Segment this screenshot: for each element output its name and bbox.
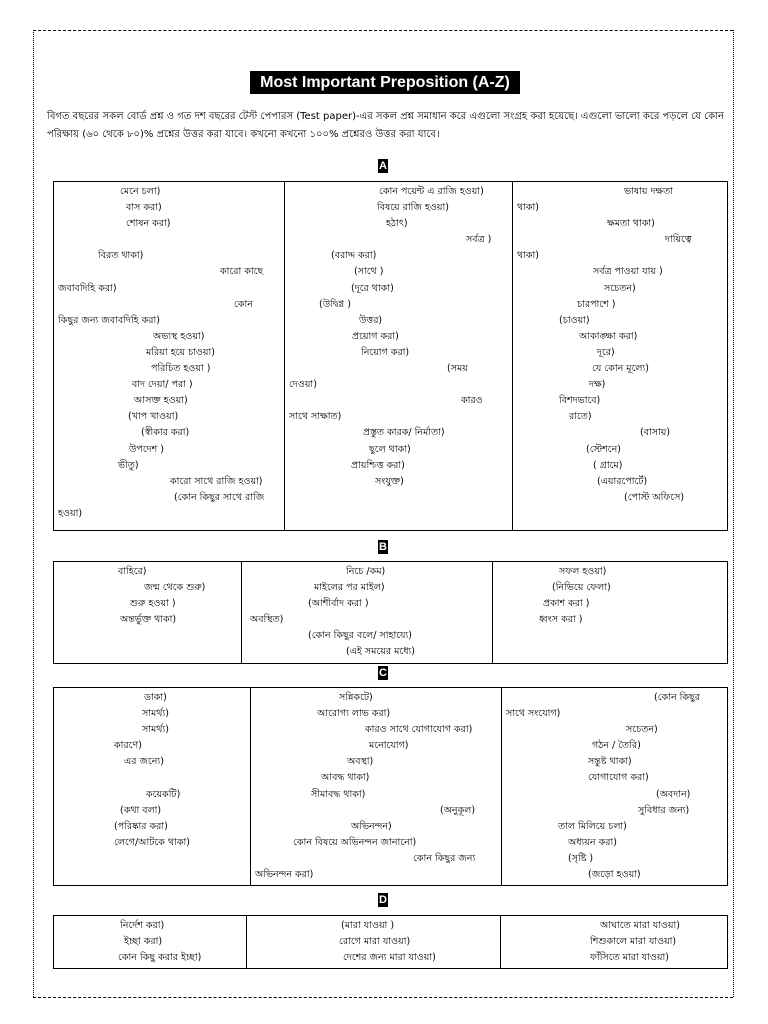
section-c-heading: C <box>379 667 387 679</box>
entry: (স্বীকার করা) <box>141 427 190 439</box>
section-b-col-1 <box>54 562 242 664</box>
entry: রাতে) <box>569 411 592 423</box>
entry: সাথে সাক্ষাত) <box>289 411 342 423</box>
entry: প্রকাশ করা ) <box>543 598 590 610</box>
entry: এর জন্যে) <box>124 756 164 768</box>
entry: হঠাৎ) <box>386 218 408 230</box>
entry: সংযুক্ত) <box>375 475 404 487</box>
entry: বিষয়ে রাজি হওয়া) <box>377 202 449 214</box>
entry: অধ্যয়ন করা) <box>568 836 617 848</box>
entry: আকাঙ্ক্ষা করা) <box>579 330 638 342</box>
entry: মরিয়া হয়ে চাওয়া) <box>146 346 215 358</box>
section-d-col-2 <box>247 916 501 969</box>
entry: সন্নিকটে) <box>339 692 373 703</box>
entry: কারো সাথে রাজি হওয়া) <box>170 475 263 487</box>
entry: (স্টেশনে) <box>586 443 621 455</box>
section-c-col-1 <box>54 688 251 886</box>
entry: (মারা যাওয়া ) <box>341 920 395 931</box>
entry: (বাসায়) <box>640 427 671 439</box>
section-b-table <box>53 561 728 664</box>
section-b-heading: B <box>379 541 387 553</box>
entry: ক্ষমতা থাকা) <box>607 218 655 230</box>
entry: কারও <box>461 395 483 407</box>
entry: হওয়া) <box>58 507 83 519</box>
intro-paragraph: বিগত বছরের সকল বোর্ড প্রশ্ন ও গত দশ বছরের টেস্ট পেপারস (Test paper)-এর সকল প্রশ্ন সমাধান করে এগুলো সংগ্রহ করা হয়েছে। এগুলো ভালো করে পড়লে যে কোন পরিক্ষায় (৬০ থেকে ৮০)% প্রশ্নের উত্তর করা যাবে। কখনো কখনো ১০০% প্রশ্নেরও উত্তর করা যাবে। <box>47 111 725 140</box>
entry: শুরু হওয়া ) <box>130 598 176 610</box>
section-a-col-1 <box>54 182 285 531</box>
entry: (আশীর্বাদ করা ) <box>308 598 369 610</box>
entry: কারণে) <box>114 740 142 752</box>
entry: মেনে চলা) <box>120 186 161 197</box>
entry: সর্বত্র পাওয়া যায় ) <box>593 266 663 278</box>
entry: (নিভিয়ে ফেলা) <box>552 582 611 594</box>
entry: লেগে/আটকে থাকা) <box>114 836 190 848</box>
entry: বাদ দেয়া/ পরা ) <box>132 379 193 391</box>
entry: বিশদভাবে) <box>559 395 601 407</box>
entry: অভিনন্দন করা) <box>255 869 314 881</box>
entry: সাথে সংযোগ) <box>506 708 561 720</box>
entry: জবাবদিহি করা) <box>58 282 117 294</box>
entry: থাকা) <box>517 202 540 214</box>
section-c-table <box>53 687 728 886</box>
entry: ইচ্ছা করা) <box>124 936 163 948</box>
entry: দেওয়া) <box>289 379 317 391</box>
entry: (কোন কিছুর সাথে রাজি <box>174 491 265 503</box>
entry: (কথা বলা) <box>120 804 162 816</box>
entry: সচেতন) <box>626 724 658 736</box>
page-border-left <box>33 30 34 997</box>
entry: (কোন কিছুর বলে/ সাহায্যে) <box>308 630 412 642</box>
entry: জন্ম থেকে শুরু) <box>144 582 206 594</box>
entry: যে কোন মূল্যে) <box>592 363 649 375</box>
section-d-table <box>53 915 728 969</box>
entry: কোন <box>234 298 253 310</box>
entry: সুবিধার জন্য) <box>638 804 690 816</box>
entry: অবস্থা) <box>347 756 374 768</box>
section-a-col-2 <box>285 182 513 531</box>
section-a-heading: A <box>379 160 387 172</box>
entry: (খাপ খাওয়া) <box>128 411 179 423</box>
entry: উপদেশ ) <box>129 443 165 455</box>
section-a-col-3 <box>513 182 728 531</box>
entry: অবস্থিত) <box>250 614 284 626</box>
entry: ডাকা) <box>144 692 167 703</box>
entry: কারও সাথে যোগাযোগ করা) <box>365 724 473 736</box>
entry: (চাওয়া) <box>559 314 590 326</box>
entry: (জড়ো হওয়া) <box>588 869 641 881</box>
entry: আরোগ্য লাভ করা) <box>317 708 391 720</box>
entry: দায়িত্বে <box>665 234 692 246</box>
entry: নিয়োগ করা) <box>361 346 410 358</box>
entry: চারপাশে ) <box>577 298 616 310</box>
entry: (অনুকূল) <box>440 804 476 816</box>
entry: কোন পয়েন্ট এ রাজি হওয়া) <box>379 186 484 197</box>
entry: কয়েকটি) <box>146 788 181 800</box>
entry: পরিচিত হওয়া ) <box>151 363 211 375</box>
entry: সফল হওয়া) <box>559 566 607 577</box>
entry: সর্বত্র ) <box>466 234 492 246</box>
entry: সীমাবদ্ধ থাকা) <box>311 788 366 800</box>
entry: সামর্থ্য) <box>142 724 169 736</box>
entry: (উদ্বিগ্ন ) <box>319 298 351 310</box>
entry: প্রয়োগ করা) <box>352 330 399 342</box>
entry: (অবদান) <box>656 788 691 800</box>
entry: প্রস্তুত কারক/ নির্মাতা) <box>363 427 445 439</box>
entry: (সময় <box>447 363 468 375</box>
page-border-bottom <box>33 997 733 998</box>
entry: নিচে /কম) <box>346 566 386 577</box>
entry: (দূরে থাকা) <box>351 282 394 294</box>
section-d-col-1 <box>54 916 247 969</box>
entry: যোগাযোগ করা) <box>588 772 649 784</box>
entry: কারো কাছে <box>220 266 264 278</box>
entry: দূরে) <box>597 346 615 358</box>
entry: উত্তর) <box>359 314 383 326</box>
entry: প্রায়শ্চিত্ত করা) <box>351 459 405 471</box>
entry: কোন কিছুর জন্য <box>413 852 476 864</box>
entry: অভ্যস্থ হওয়া) <box>153 330 205 342</box>
entry: সামর্থ্য) <box>142 708 169 720</box>
entry: ( গ্রামে) <box>593 459 623 471</box>
entry: (এয়ারপোর্টে) <box>597 475 648 487</box>
entry: ফাঁসিতে মারা যাওয়া) <box>590 952 669 964</box>
entry: অভিনন্দন) <box>351 820 392 832</box>
entry: রোগে মারা যাওয়া) <box>339 936 411 948</box>
entry: অন্তর্ভুক্ত থাকা) <box>120 614 177 626</box>
entry: (সাথে ) <box>354 266 384 278</box>
entry: মাইলের পর মাইল) <box>314 582 385 594</box>
section-d-col-3 <box>501 916 728 969</box>
entry: তাল মিলিয়ে চলা) <box>558 820 627 832</box>
entry: ভীতু) <box>118 459 139 471</box>
entry: থাকা) <box>517 250 540 262</box>
entry: (বরাদ্দ করা) <box>331 250 377 262</box>
entry: বাস করা) <box>126 202 162 214</box>
entry: কোন বিষয়ে অভিনন্দন জানানো) <box>293 836 417 848</box>
entry: আবদ্ধ থাকা) <box>321 772 370 784</box>
section-c-col-3 <box>502 688 728 886</box>
entry: দেশের জন্য মারা যাওয়া) <box>343 952 436 964</box>
entry: মনোযোগ) <box>369 740 409 752</box>
entry: দক্ষ) <box>589 379 606 391</box>
entry: আসক্ত হওয়া) <box>134 395 188 407</box>
entry: (পরিষ্কার করা) <box>114 820 168 832</box>
entry: (সৃষ্টি ) <box>568 852 594 864</box>
section-c-col-2 <box>251 688 502 886</box>
entry: কোন কিছু করার ইচ্ছা) <box>118 952 202 964</box>
entry <box>58 770 246 786</box>
section-d-heading: D <box>379 894 387 906</box>
entry <box>58 232 280 248</box>
page-title: Most Important Preposition (A-Z) <box>250 71 520 94</box>
entry: কিছুর জন্য জবাবদিহি করা) <box>58 314 160 326</box>
entry: (পোস্ট অফিসে) <box>624 491 685 503</box>
page-border-top <box>33 30 733 31</box>
section-b-col-3 <box>493 562 728 664</box>
entry: বাহিরে) <box>118 566 147 577</box>
entry: বিরত থাকা) <box>98 250 144 262</box>
entry: ছুলে থাকা) <box>369 443 411 455</box>
entry: আঘাতে মারা যাওয়া) <box>600 920 680 931</box>
page-border-right <box>733 30 734 997</box>
entry: শোষন করা) <box>126 218 171 230</box>
entry: শিশুকালে মারা যাওয়া) <box>590 936 677 948</box>
entry: (এই সময়ের মধ্যে) <box>346 646 415 658</box>
entry: ভাষায় দক্ষতা <box>624 186 674 197</box>
entry: সচেতন) <box>604 282 636 294</box>
section-b-col-2 <box>242 562 493 664</box>
entry: সন্তুষ্ট থাকা) <box>588 756 632 768</box>
entry: ধ্বংস করা ) <box>539 614 583 626</box>
entry: নির্দেশ করা) <box>120 920 165 931</box>
entry: গঠন / তৈরি) <box>592 740 641 752</box>
section-a-table <box>53 181 728 531</box>
entry: (কোন কিছুর <box>654 692 700 703</box>
